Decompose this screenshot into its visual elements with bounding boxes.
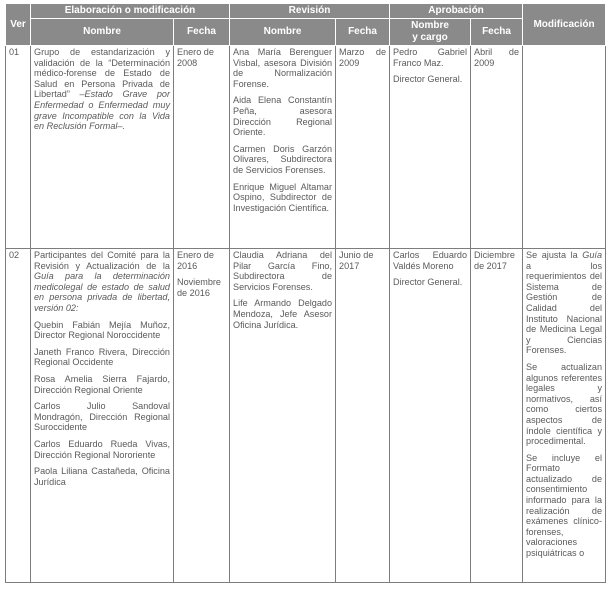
elaboracion-person: Quebin Fabián Mejía Muñoz, Director Regional Noroccidente xyxy=(34,319,170,341)
aprobacion-cargo: Director General. xyxy=(393,74,463,85)
table-row xyxy=(6,249,606,583)
elaboracion-cell xyxy=(31,46,174,249)
aprobacion-cell xyxy=(390,46,471,249)
aprobacion-cell xyxy=(390,249,471,583)
modificacion-text: Se ajusta la xyxy=(526,250,583,260)
row-ver: 01 xyxy=(6,46,31,249)
header-aprobacion: Aprobación xyxy=(390,4,523,19)
header-elaboracion: Elaboración o modificación xyxy=(31,4,230,19)
aprobacion-fecha: Diciembre de 2017 xyxy=(471,249,523,583)
elaboracion-italic: –Estado Grave por Enfermedad o Enfermedad muy grave Incompatible con la Vida en Reclusión Formal–. xyxy=(34,89,170,132)
aprobacion-nombre: Carlos Eduardo Valdés Moreno xyxy=(393,250,468,271)
table-row xyxy=(6,46,606,249)
elaboracion-cell xyxy=(31,249,174,583)
header-rev-fecha: Fecha xyxy=(336,19,390,46)
modificacion-italic: Guía xyxy=(582,250,603,260)
elaboracion-text: Grupo de estandarización y validación de la “Determinación médico-forense de Estado de Salud en Persona Privada de Libertad” xyxy=(34,47,170,100)
header-revision: Revisión xyxy=(230,4,390,19)
modificacion-item xyxy=(526,250,602,356)
revision-person: Life Armando Delgado Mendoza, Jefe Asesor Oficina Jurídica. xyxy=(233,298,333,330)
elaboracion-person: Carlos Eduardo Rueda Vivas, Dirección Regional Nororiente xyxy=(34,438,170,460)
elaboracion-fecha-1: Enero de 2016 xyxy=(177,250,214,271)
revision-person: Carmen Doris Garzón Olivares, Subdirectora de Servicios Forenses. xyxy=(233,143,333,175)
elaboracion-fecha-2: Noviembre de 2016 xyxy=(177,277,221,298)
header-aprob-fecha: Fecha xyxy=(471,19,523,46)
elaboracion-person: Carlos Julio Sandoval Mondragón, Dirección Regional Suroccidente xyxy=(34,401,170,433)
revision-fecha: Junio de 2017 xyxy=(336,249,390,583)
modificacion-item: Se actualizan algunos referentes legales y normativos, así como ciertos aspectos de índole científica y procedimental. xyxy=(526,361,603,447)
header-aprob-nombre-cargo xyxy=(390,19,471,46)
aprobacion-cargo: Director General. xyxy=(393,277,463,288)
row-ver: 02 xyxy=(6,249,31,583)
header-rev-nombre: Nombre xyxy=(230,19,336,46)
revision-person: Claudia Adriana del Pilar García Fino, Subdirectora de Servicios Forenses. xyxy=(233,250,333,292)
revision-cell xyxy=(230,46,336,249)
elaboracion-intro xyxy=(34,250,170,314)
revision-person: Aida Elena Constantín Peña, asesora Dirección Regional Oriente. xyxy=(233,95,333,138)
elaboracion-text: Participantes del Comité para la Revisión y Actualización de la xyxy=(34,250,170,271)
aprobacion-fecha: Abril de 2009 xyxy=(471,46,523,249)
header-aprob-nombre: Nombre xyxy=(411,20,449,31)
version-control-table xyxy=(5,3,606,583)
elaboracion-fecha xyxy=(174,249,230,583)
aprobacion-nombre: Pedro Gabriel Franco Maz. xyxy=(393,47,468,68)
revision-fecha: Marzo de 2009 xyxy=(336,46,390,249)
elaboracion-person: Paola Liliana Castañeda, Oficina Jurídica xyxy=(34,466,170,487)
elaboracion-person: Rosa Amelia Sierra Fajardo, Dirección Regional Oriente xyxy=(34,373,170,395)
elaboracion-person: Janeth Franco Rivera, Dirección Regional Occidente xyxy=(34,346,170,368)
header-aprob-cargo: y cargo xyxy=(412,32,448,43)
modificacion-text: a los requerimientos del Sistema de Gestión de Calidad del Instituto Nacional de Medicina Legal y Ciencias Forenses. xyxy=(526,260,603,356)
header-elab-nombre: Nombre xyxy=(31,19,174,46)
revision-person: Ana María Berenguer Visbal, asesora División de Normalización Forense. xyxy=(233,47,333,89)
modificacion-item: Se incluye el Formato actualizado de consentimiento informado para la realización de exámenes clínico-forenses, valoraciones psiquiátricas o xyxy=(526,452,603,559)
modificacion-cell xyxy=(523,46,606,249)
header-elab-fecha: Fecha xyxy=(174,19,230,46)
revision-person: Enrique Miguel Altamar Ospino, Subdirector de Investigación Científica. xyxy=(233,181,333,213)
header-ver: Ver xyxy=(6,4,31,46)
header-modificacion: Modificación xyxy=(523,4,606,46)
modificacion-cell xyxy=(523,249,606,583)
elaboracion-fecha: Enero de 2008 xyxy=(174,46,230,249)
revision-cell xyxy=(230,249,336,583)
elaboracion-italic: Guía para la determinación medicolegal de estado de salud en persona privada de libertad, versión 02: xyxy=(34,271,170,313)
